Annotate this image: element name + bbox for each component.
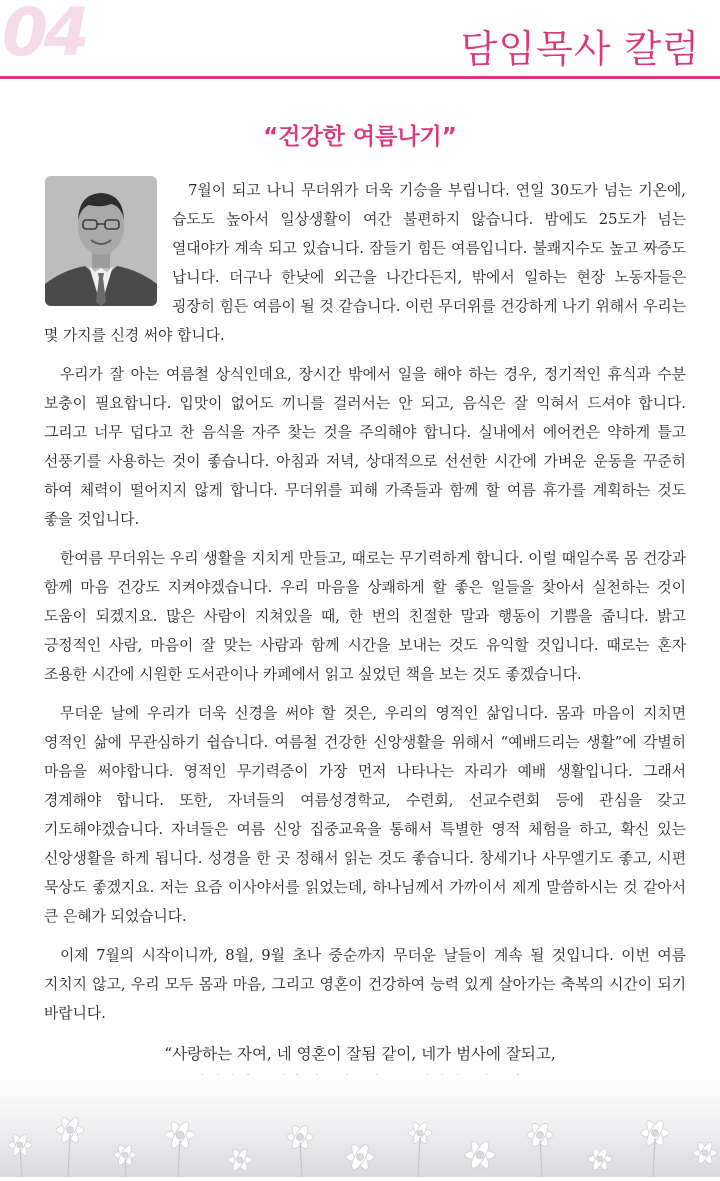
header-divider xyxy=(0,76,720,79)
article-paragraph: 이제 7월의 시작이니까, 8월, 9월 초나 중순까지 무더운 날들이 계속 될 것입니다. 이번 여름 지치지 않고, 우리 모두 몸과 마음, 그리고 영혼이 건강하여 능력 있게 살아가는 축복의 시간이 되기 바랍니다. xyxy=(44,947,686,1022)
scripture-quote-line: “사랑하는 자여, 네 영혼이 잘됨 같이, 네가 범사에 잘되고, xyxy=(164,1045,556,1063)
daisy-field-illustration xyxy=(0,1075,720,1177)
portrait-image xyxy=(45,176,157,306)
flower-footer-image xyxy=(0,1075,720,1177)
page-header xyxy=(0,0,720,80)
article-paragraph: 우리가 잘 아는 여름철 상식인데요, 장시간 밖에서 일을 해야 하는 경우, 정기적인 휴식과 수분 보충이 필요합니다. 입맛이 없어도 끼니를 걸러서는 안 되고, 음식은 잘 익혀서 드셔야 합니다. 그리고 너무 덥다고 찬 음식을 자주 찾는 것을 주의해야 합니다. 실내에서 에어컨은 약하게 틀고 선풍기를 사용하는 것이 좋습니다. 아침과 저녁, 상대적으로 선선한 시간에 가벼운 운동을 꾸준히 하여 체력이 떨어지지 않게 합니다. 무더위를 피해 가족들과 함께 할 여름 휴가를 계획하는 것도 좋을 것입니다. xyxy=(44,366,686,528)
column-title: “건강한 여름나기” xyxy=(263,124,457,150)
article-paragraph: 한여름 무더위는 우리 생활을 지치게 만들고, 때로는 무기력하게 합니다. 이럴 때일수록 몸 건강과 함께 마음 건강도 지켜야겠습니다. 우리 마음을 상쾌하게 할 좋은 일들을 찾아서 실천하는 것이 도움이 되겠지요. 많은 사람이 지쳐있을 때, 한 번의 친절한 말과 행동이 기쁨을 줍니다. 밝고 긍정적인 사람, 마음이 잘 맞는 사람과 함께 시간을 보내는 것도 유익할 것입니다. 때로는 혼자 조용한 시간에 시원한 도서관이나 카페에서 읽고 싶었던 책을 보는 것도 좋겠습니다. xyxy=(44,550,686,683)
section-title: 담임목사 칼럼 xyxy=(460,27,700,71)
article-paragraph-text: 7월이 되고 나니 무더위가 더욱 기승을 부립니다. 연일 30도가 넘는 기온에, 습도도 높아서 일상생활이 여간 불편하지 않습니다. 밤에도 25도가 넘는 열대야가 계속 되고 있습니다. 잠들기 힘든 여름입니다. 불쾌지수도 높고 짜증도 납니다. 더구나 한낮에 외근을 나간다든지, 밖에서 일하는 현장 노동자들은 굉장히 힘든 여름이 될 것 같습니다. 이런 무더위를 건강하게 나기 위해서 우리는 몇 가지를 신경 써야 합니다. xyxy=(44,182,686,344)
pastor-portrait xyxy=(45,176,157,306)
article-paragraph: 무더운 날에 우리가 더욱 신경을 써야 할 것은, 우리의 영적인 삶입니다. 몸과 마음이 지치면 영적인 삶에 무관심하기 쉽습니다. 여름철 건강한 신앙생활을 위해서 “예배드리는 생활”에 각별히 마음을 써야합니다. 영적인 무기력증이 가장 먼저 나타나는 자리가 예배 생활입니다. 그래서 경계해야 합니다. 또한, 자녀들의 여름성경학교, 수련회, 선교수련회 등에 관심을 갖고 기도해야겠습니다. 자녀들은 여름 신앙 집중교육을 통해서 특별한 영적 체험을 하고, 확신 있는 신앙생활을 하게 됩니다. 성경을 한 곳 정해서 읽는 것도 좋습니다. 창세기나 사무엘기도 좋고, 시편 묵상도 좋겠지요. 저는 요즘 이사야서를 읽었는데, 하나님께서 가까이서 제게 말씀하시는 것 같아서 큰 은혜가 되었습니다. xyxy=(44,705,687,925)
page-number: 04 xyxy=(2,0,86,71)
